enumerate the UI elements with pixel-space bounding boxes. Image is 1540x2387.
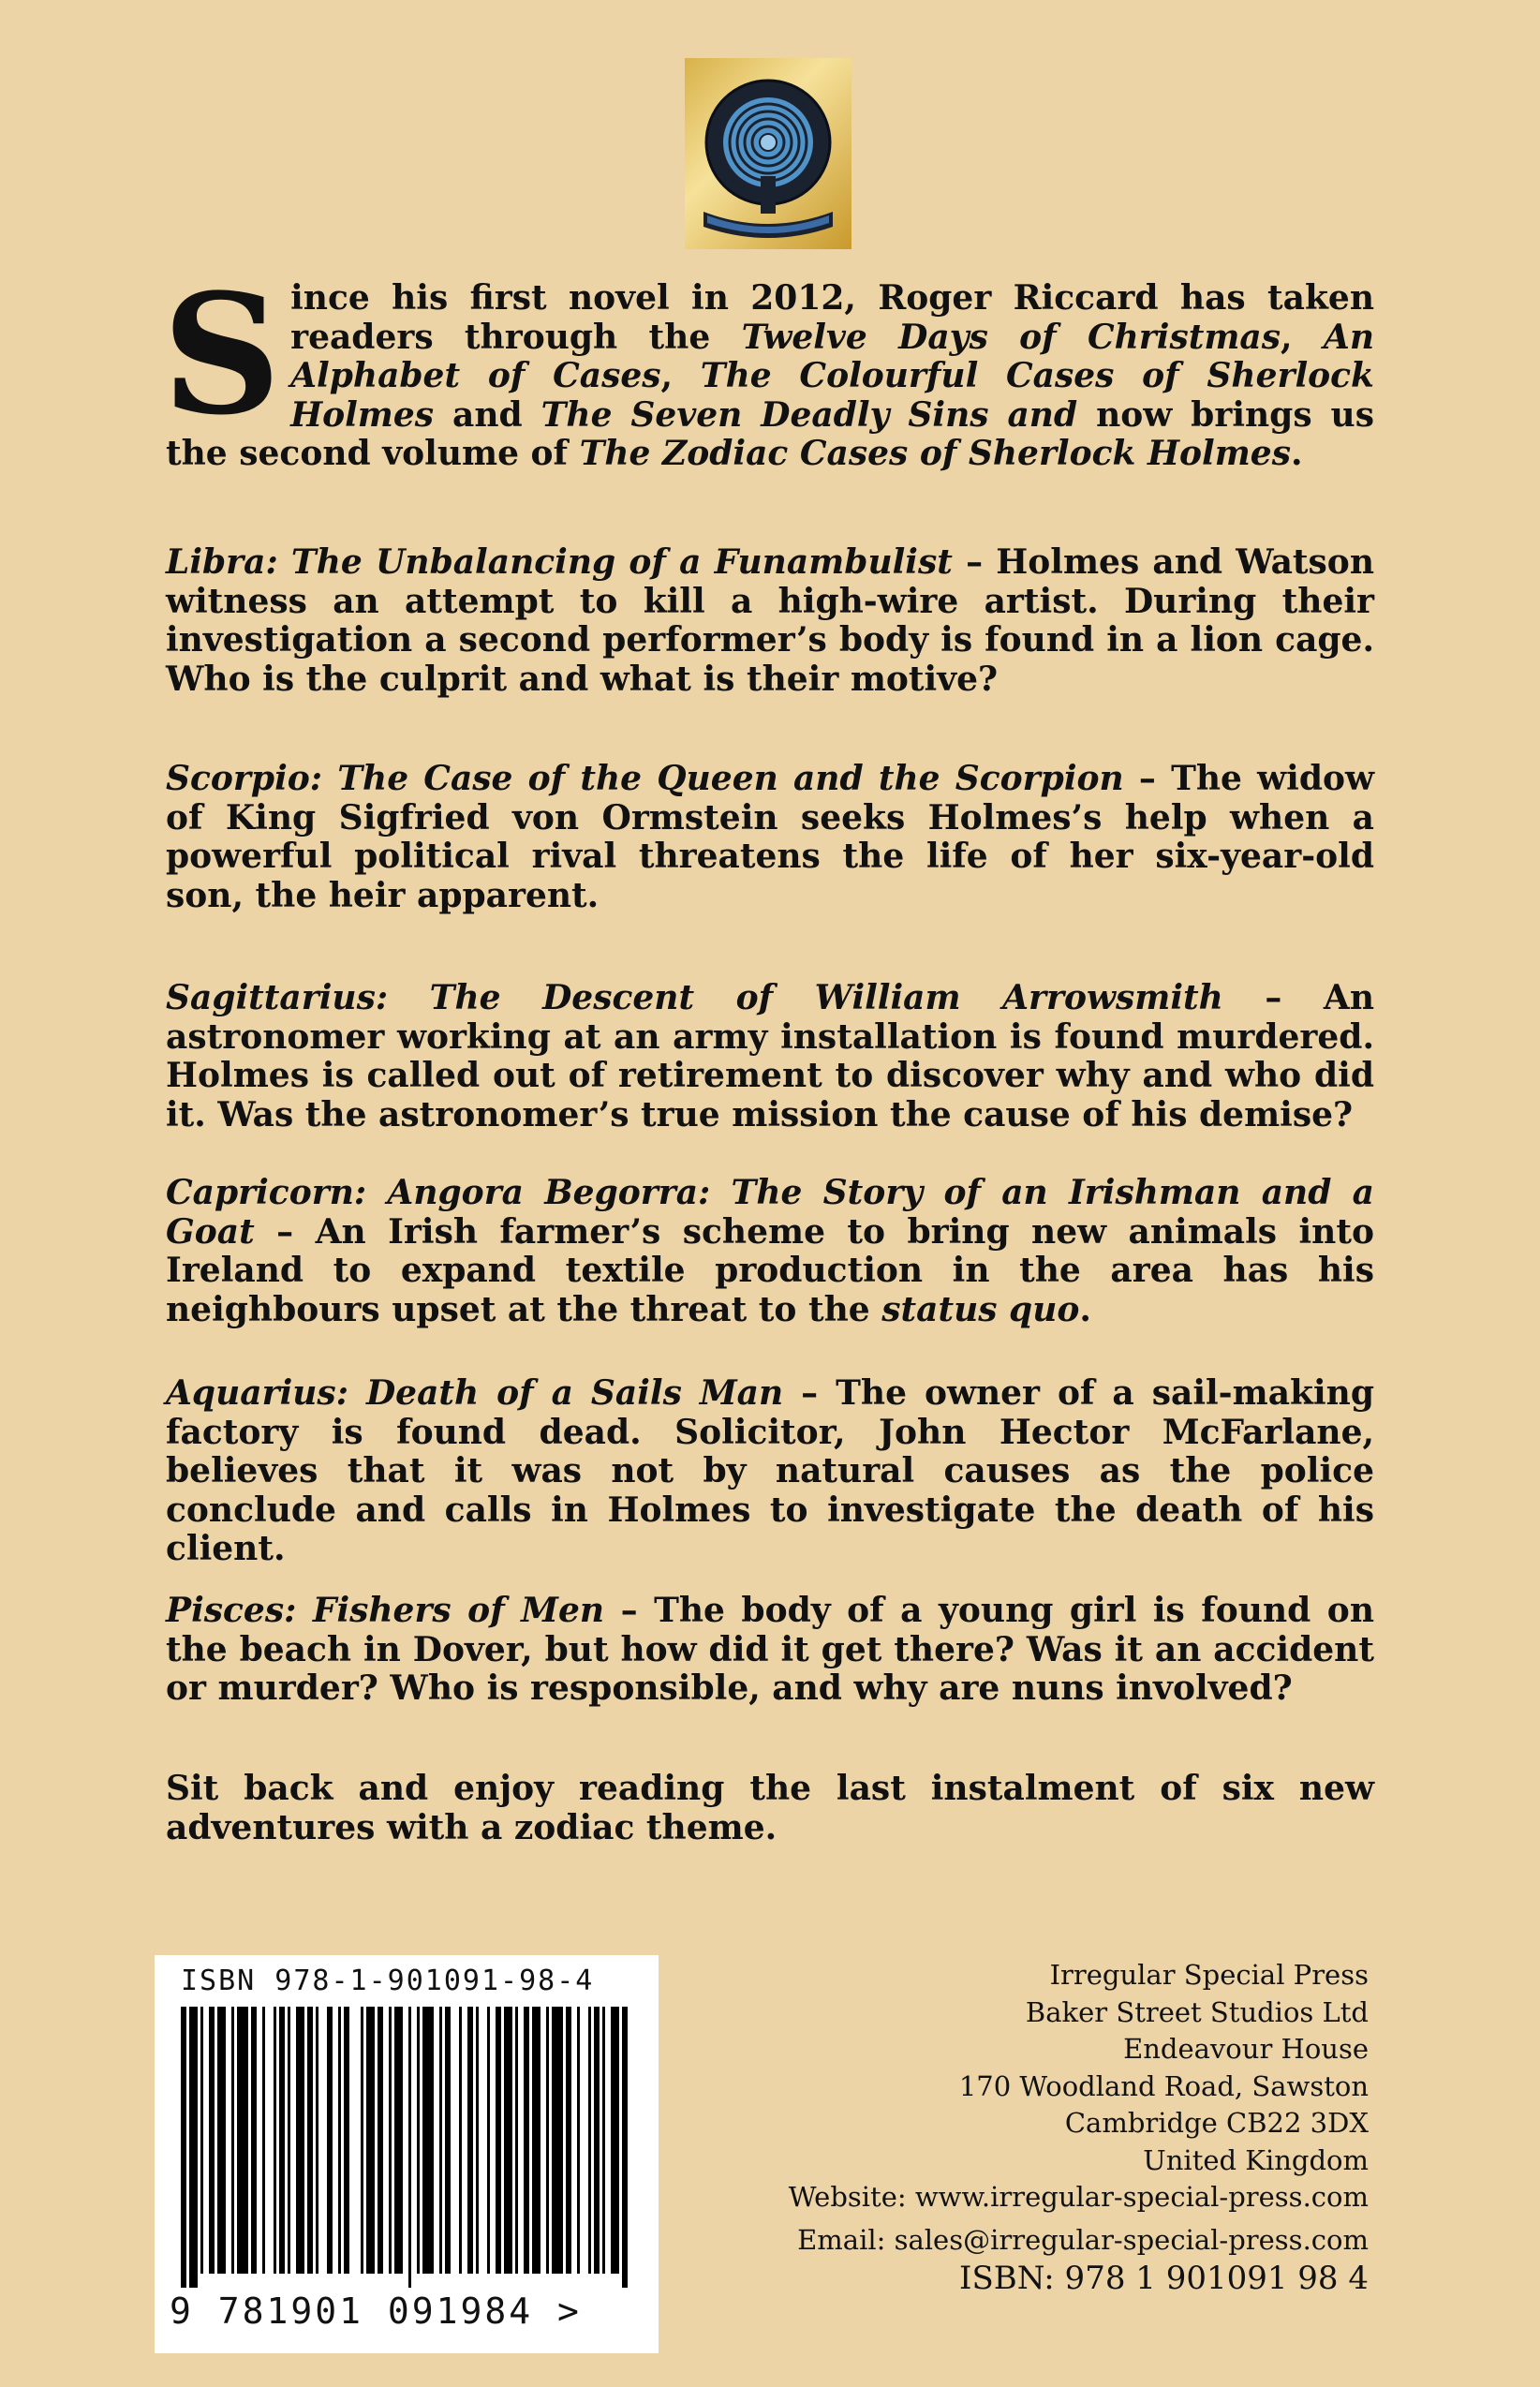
- barcode-bar: [439, 2007, 442, 2274]
- barcode-bar: [408, 2007, 411, 2288]
- barcode-bar: [496, 2007, 501, 2274]
- barcode-bar: [532, 2007, 540, 2274]
- barcode-bar: [566, 2007, 571, 2274]
- barcode-bar: [445, 2007, 451, 2274]
- barcode-bar: [251, 2007, 257, 2274]
- barcode-bar: [622, 2007, 628, 2288]
- barcode-bar: [296, 2007, 304, 2274]
- barcode-isbn-label: ISBN 978-1-901091-98-4: [181, 1964, 595, 1997]
- barcode-bar: [417, 2007, 420, 2274]
- barcode-bar: [307, 2007, 313, 2274]
- story-pisces: Pisces: Fishers of Men – The body of a young girl is found on the beach in Dover, but how did it get there? Was it an accident or murder? Who is responsible, and why are nuns involved?: [166, 1591, 1374, 1708]
- barcode-bar: [200, 2007, 203, 2274]
- barcode-bar: [338, 2007, 341, 2274]
- address-line: Irregular Special Press: [1049, 1959, 1369, 1991]
- website-link[interactable]: Website: www.irregular-special-press.com: [788, 2181, 1369, 2213]
- barcode-bar: [602, 2007, 605, 2274]
- barcode-bar: [181, 2007, 186, 2288]
- barcode-bar: [515, 2007, 518, 2274]
- barcode-bar: [288, 2007, 290, 2274]
- barcode-bar: [588, 2007, 591, 2274]
- barcode: [155, 1955, 659, 2353]
- barcode-bar: [594, 2007, 600, 2274]
- barcode-bar: [189, 2007, 198, 2288]
- barcode-bar: [327, 2007, 333, 2274]
- barcode-bar: [552, 2007, 563, 2274]
- isbn-text: ISBN: 978 1 901091 98 4: [959, 2260, 1369, 2297]
- address-line: 170 Woodland Road, Sawston: [958, 2069, 1369, 2102]
- barcode-bar: [279, 2007, 285, 2274]
- barcode-bar: [546, 2007, 549, 2274]
- barcode-bar: [524, 2007, 529, 2274]
- story-libra: Libra: The Unbalancing of a Funambulist – Holmes and Watson witness an attempt to kill a high-wire artist. During their investigation a second performer’s body is found in a lion cage. Who is the culprit and what is their motive?: [166, 542, 1374, 699]
- drop-cap: S: [162, 258, 282, 452]
- address-line: Endeavour House: [1123, 2033, 1369, 2065]
- address-line: United Kingdom: [1143, 2143, 1369, 2176]
- barcode-bar: [487, 2007, 490, 2274]
- story-capricorn: Capricorn: Angora Begorra: The Story of an Irishman and a Goat – An Irish farmer’s scheme to bring new animals into Ireland to expand textile production in the area has his neighbours upset at the threat to the status quo.: [166, 1173, 1374, 1329]
- publisher-logo: [685, 58, 851, 249]
- publisher-address: [789, 1957, 1369, 2298]
- barcode-bar: [274, 2007, 276, 2274]
- barcode-digits: 9 781901 091984 >: [170, 2291, 582, 2332]
- barcode-bar: [389, 2007, 392, 2274]
- story-aquarius: Aquarius: Death of a Sails Man – The owner of a sail-making factory is found dead. Solicitor, John Hector McFarlane, believes that it was not by natural causes as the police conclude and calls in Holmes to investigate the death of his client.: [166, 1373, 1374, 1568]
- barcode-bar: [394, 2007, 403, 2274]
- barcode-bar: [577, 2007, 580, 2274]
- barcode-bar: [459, 2007, 462, 2274]
- barcode-bar: [237, 2007, 248, 2274]
- barcode-bar: [209, 2007, 215, 2274]
- story-sagittarius: Sagittarius: The Descent of William Arrowsmith – An astronomer working at an army installation is found murdered. Holmes is called out of retirement to discover why and who did it. Was the astronomer’s true mission the cause of his demise?: [166, 978, 1374, 1134]
- story-scorpio: Scorpio: The Case of the Queen and the Scorpion – The widow of King Sigfried von Ormstein seeks Holmes’s help when a powerful political rival threatens the life of her six-year-old son, the heir apparent.: [166, 759, 1374, 915]
- barcode-bar: [611, 2007, 619, 2274]
- barcode-bar: [467, 2007, 473, 2274]
- barcode-bar: [316, 2007, 318, 2274]
- barcode-bar: [361, 2007, 363, 2274]
- barcode-bar: [504, 2007, 512, 2274]
- barcode-bar: [476, 2007, 479, 2274]
- closing-paragraph: Sit back and enjoy reading the last instalment of six new adventures with a zodiac theme.: [166, 1769, 1374, 1847]
- address-line: Baker Street Studios Ltd: [1025, 1995, 1369, 2028]
- barcode-bar: [217, 2007, 226, 2274]
- barcode-bar: [422, 2007, 434, 2274]
- email-link[interactable]: Email: sales@irregular-special-press.com: [797, 2223, 1369, 2256]
- intro-paragraph: Since his first novel in 2012, Roger Riccard has taken readers through the Twelve Days of Christmas, An Alphabet of Cases, The Colourful Cases of Sherlock Holmes and The Seven Deadly Sins and now brings us the second volume of The Zodiac Cases of Sherlock Holmes.: [162, 258, 1374, 473]
- barcode-bar: [262, 2007, 265, 2274]
- barcode-bars: [181, 2007, 632, 2288]
- logo-emblem-icon: [685, 58, 851, 249]
- barcode-bar: [231, 2007, 234, 2274]
- barcode-bar: [344, 2007, 349, 2274]
- barcode-bar: [378, 2007, 383, 2274]
- barcode-bar: [366, 2007, 375, 2274]
- address-line: Cambridge CB22 3DX: [1064, 2107, 1369, 2139]
